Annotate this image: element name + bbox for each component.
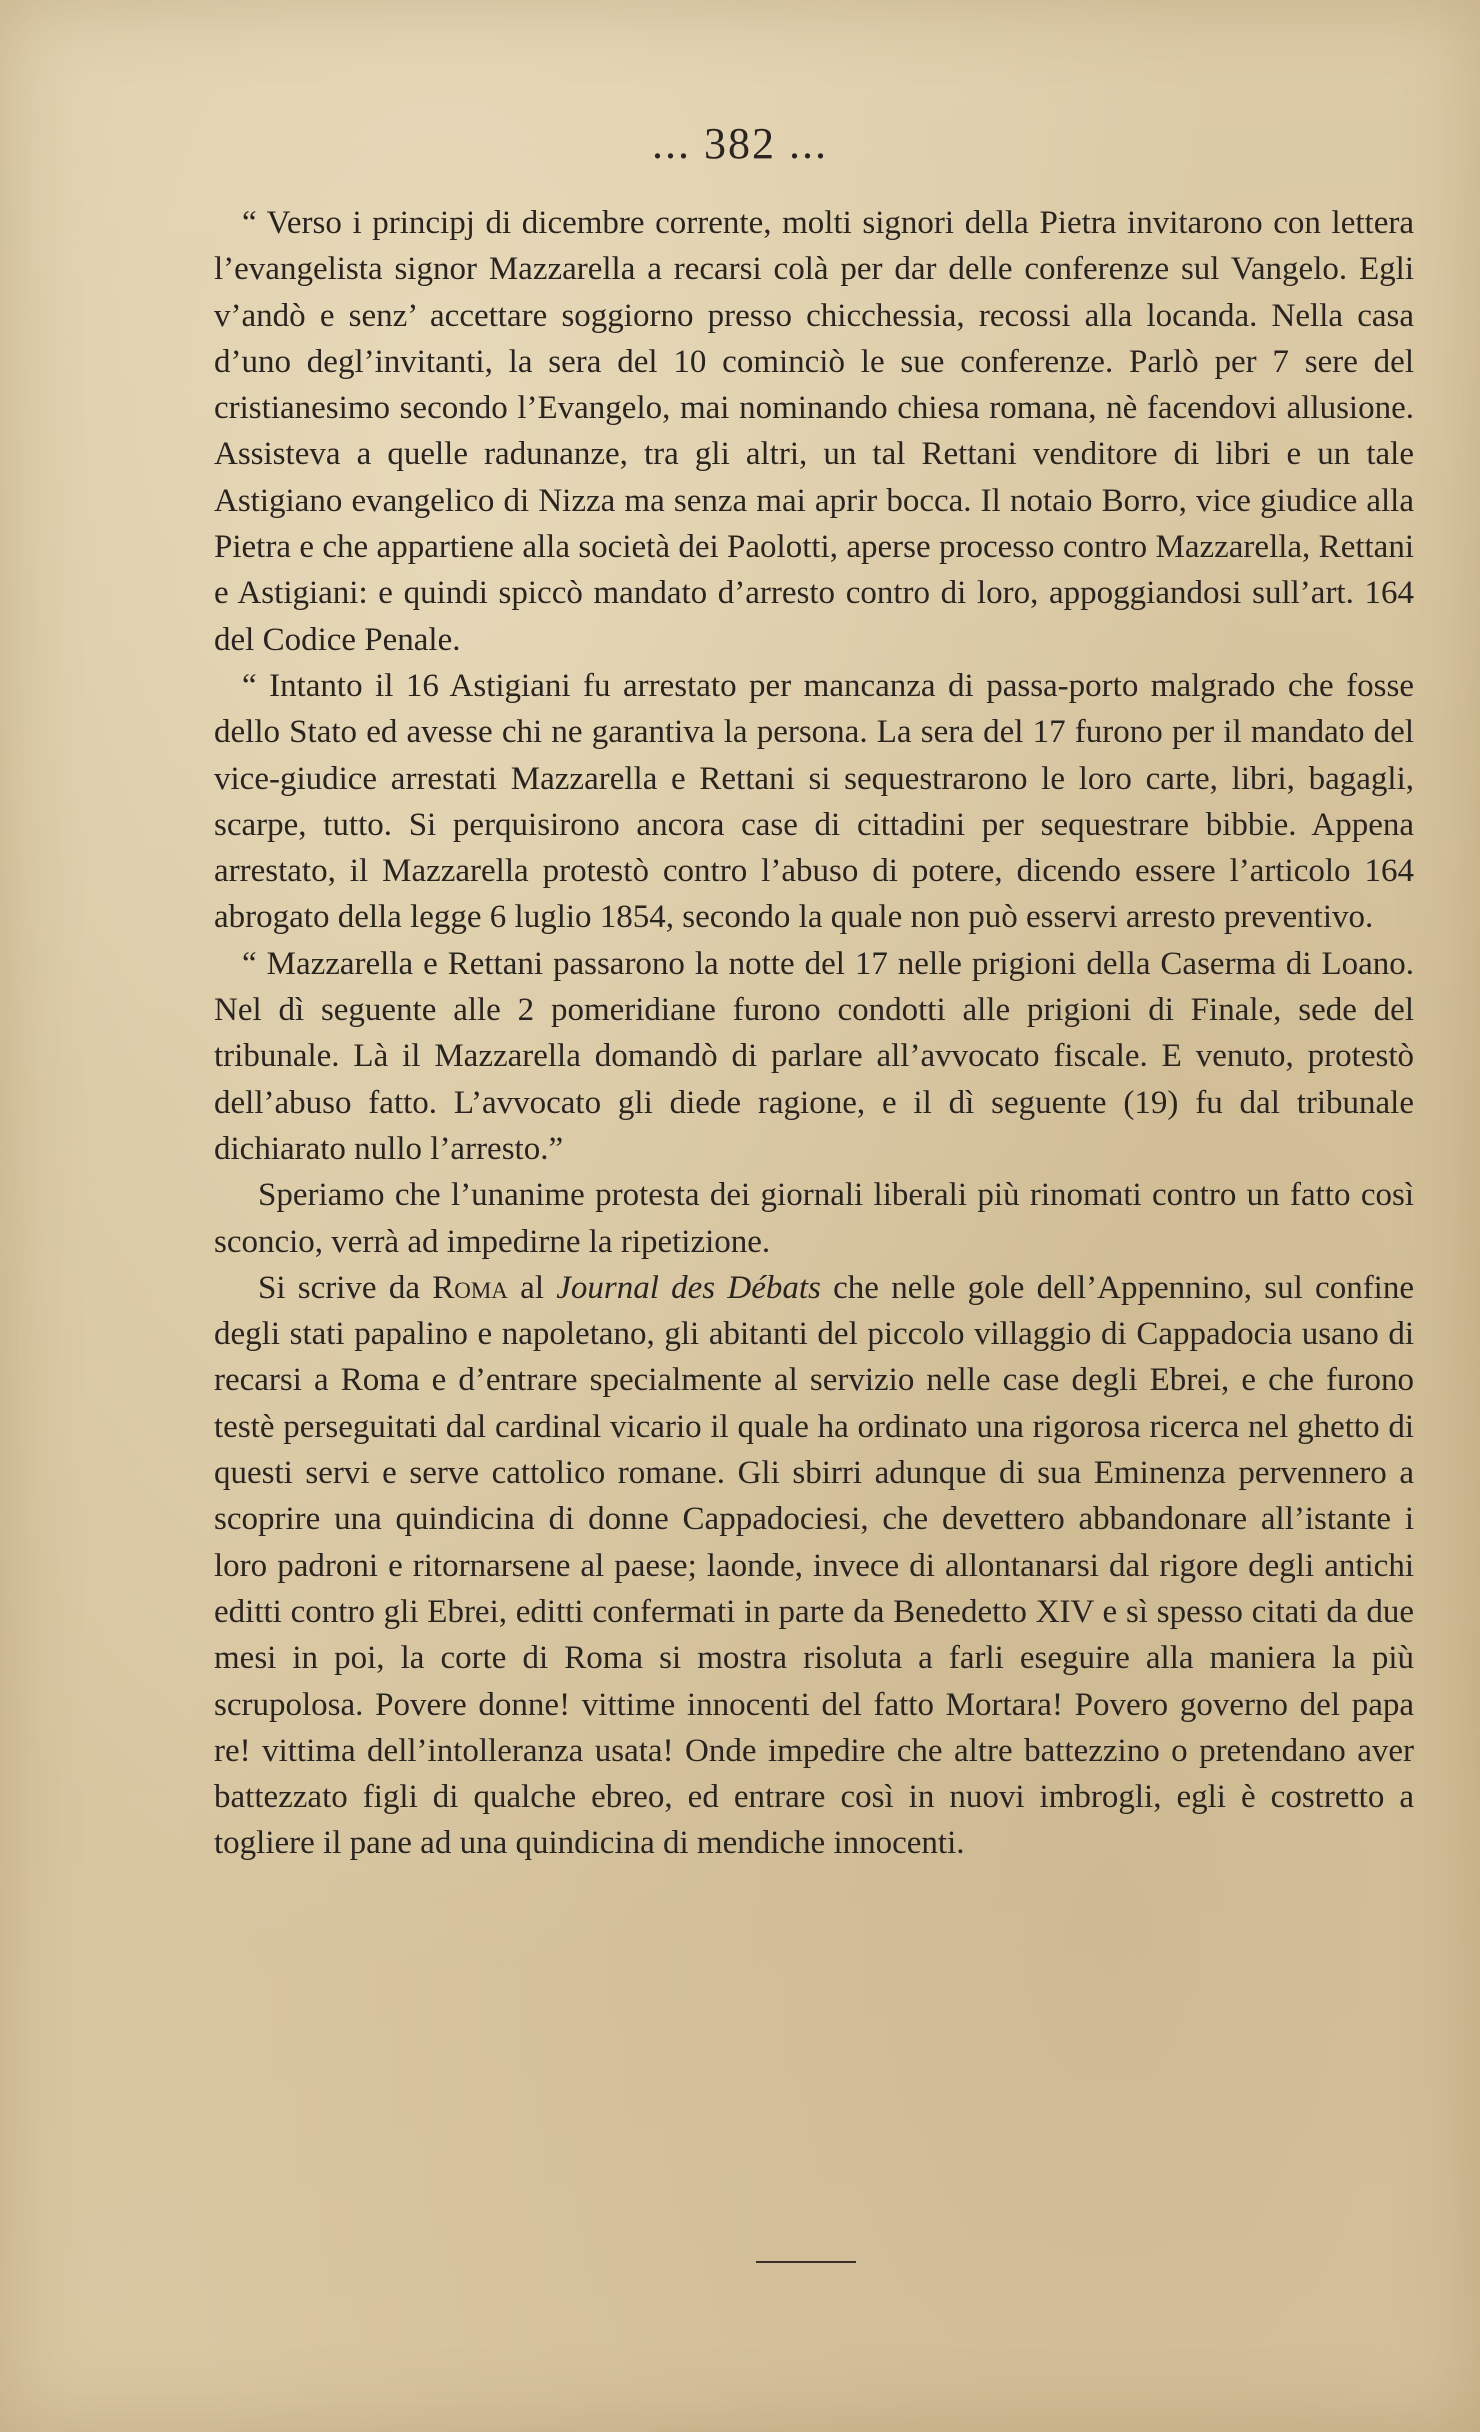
page-number: ... 382 ... [652,119,828,168]
end-rule [756,2261,856,2263]
paragraph-5-rest: che nelle gole dell’Appennino, sul confine degli stati papalino e napoletano, gli abitanti del piccolo villaggio di Cappadocia usano di recarsi a Roma e d’entrare specialmente al servizio nelle case degli Ebrei, e che furono testè perseguitati dal cardinal vicario il quale ha ordinato una rigorosa ricerca nel ghetto di questi servi e serve cattolico romane. Gli sbirri adunque di sua Eminenza pervennero a scoprire una quindicina di donne Cappadociesi, che devettero abbandonare all’istante i loro padroni e ritornarsene al paese; laonde, invece di allontanarsi dal rigore degli antichi editti contro gli Ebrei, editti confermati in parte da Benedetto XIV e sì spesso citati da due mesi in poi, la corte di Roma si mostra risoluta a farli eseguire alla maniera la più scrupolosa. Povere donne! vittime innocenti del fatto Mortara! Povero governo del papa re! vittima dell’intolleranza usata! Onde impedire che altre battezzino o pretendano aver battezzato figli di qualche ebreo, ed entrare così in nuovi imbrogli, egli è costretto a togliere il pane ad una quindicina di mendiche innocenti. [214,1269,1415,1862]
paragraph-3: “ Mazzarella e Rettani passarono la notte del 17 nelle prigioni della Caserma di Loano. Nel dì seguente alle 2 pomeridiane furono condotti alle prigioni di Finale, sede del tribunale. Là il Mazzarella domandò di parlare all’avvocato fiscale. E venuto, protestò dell’abuso fatto. L’avvocato gli diede ragione, e il dì seguente (19) fu dal tribunale dichiarato nullo l’arresto.” [214,945,1414,1167]
paragraph-2: “ Intanto il 16 Astigiani fu arrestato per mancanza di passa-porto malgrado che fosse dello Stato ed avesse chi ne garantiva la persona. La sera del 17 furono per il mandato del vice-giudice arrestati Mazzarella e Rettani si sequestrarono le loro carte, libri, bagagli, scarpe, tutto. Si perquisirono ancora case di cittadini per sequestrare bibbie. Appena arrestato, il Mazzarella protestò contro l’abuso di potere, dicendo essere l’articolo 164 abrogato della legge 6 luglio 1854, secondo la quale non può esservi arresto preventivo. [214,667,1414,936]
paragraph-5-link: al [507,1269,557,1306]
place-name-roma: Roma [432,1269,508,1306]
paragraph-4: Speriamo che l’unanime protesta dei giornali liberali più rinomati contro un fatto così sconcio, verrà ad impedirne la ripetizione. [214,1177,1414,1260]
paragraph-1: “ Verso i principj di dicembre corrente, molti signori della Pietra invitarono con lettera l’evangelista signor Mazzarella a recarsi colà per dar delle conferenze sul Vangelo. Egli v’andò e senz’ accettare soggiorno presso chicchessia, recossi alla locanda. Nella casa d’uno degl’invitanti, la sera del 10 cominciò le sue conferenze. Parlò per 7 sere del cristianesimo secondo l’Evangelo, mai nominando chiesa romana, nè facendovi allusione. Assisteva a quelle radunanze, tra gli altri, un tal Rettani venditore di libri e un tale Astigiano evangelico di Nizza ma senza mai aprir bocca. Il notaio Borro, vice giudice alla Pietra e che appartiene alla società dei Paolotti, aperse processo contro Mazzarella, Rettani e Astigiani: e quindi spiccò mandato d’arresto contro di loro, appoggiandosi sull’art. 164 del Codice Penale. [214,205,1414,658]
paragraph-5-start: Si scrive da [258,1269,433,1306]
paragraph-5 [214,1265,1414,1867]
page-body [214,200,1414,1867]
journal-title: Journal des Débats [556,1269,821,1306]
